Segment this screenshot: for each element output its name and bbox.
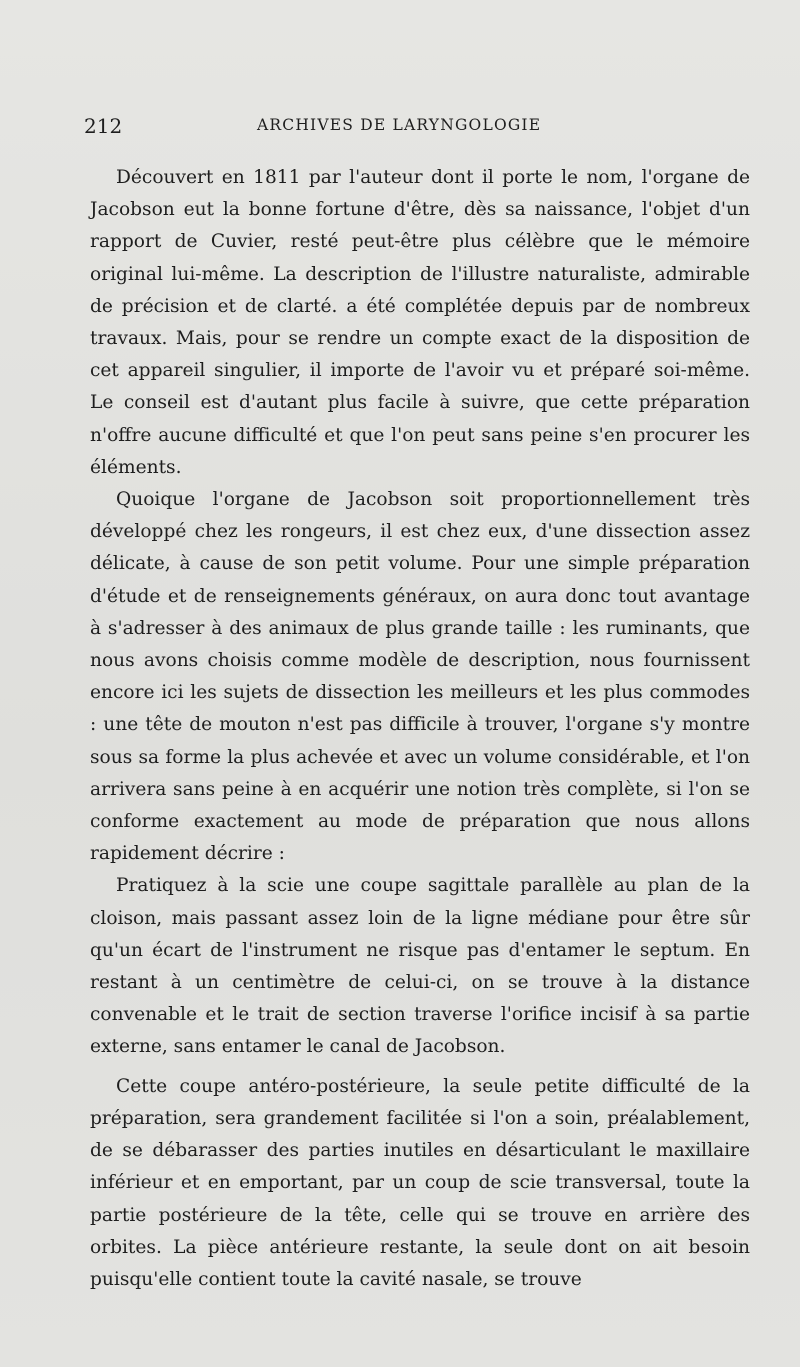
paragraph-1: Découvert en 1811 par l'auteur dont il porte le nom, l'organe de Jacobson eut la bonne fortune d'être, dès sa naissance, l'objet d'un rapport de Cuvier, resté peut-être plus célèbre que le mémoire original lui-même. La description de l'illustre naturaliste, admirable de précision et de clarté. a été complétée depuis par de nombreux travaux. Mais, pour se rendre un compte exact de la disposition de cet appareil singulier, il importe de l'avoir vu et préparé soi-même. Le conseil est d'autant plus facile à suivre, que cette préparation n'offre aucune difficulté et que l'on peut sans peine s'en procurer les éléments. [90, 167, 750, 478]
page-header [84, 114, 744, 140]
paragraph-2: Quoique l'organe de Jacobson soit proportionnellement très développé chez les rongeurs, il est chez eux, d'une dissection assez délicate, à cause de son petit volume. Pour une simple préparation d'étude et de renseignements généraux, on aura donc tout avantage à s'adresser à des animaux de plus grande taille : les ruminants, que nous avons choisis comme modèle de description, nous fournissent encore ici les sujets de dissection les meilleurs et les plus commodes : une tête de mouton n'est pas difficile à trouver, l'organe s'y montre sous sa forme la plus achevée et avec un volume considérable, et l'on arrivera sans peine à en acquérir une notion très complète, si l'on se conforme exactement au mode de préparation que nous allons rapidement décrire : [90, 489, 750, 865]
body-text [90, 162, 750, 1296]
paragraph-3: Pratiquez à la scie une coupe sagittale parallèle au plan de la cloison, mais passant assez loin de la ligne médiane pour être sûr qu'un écart de l'instrument ne risque pas d'entamer le septum. En restant à un centimètre de celui-ci, on se trouve à la distance convenable et le trait de section traverse l'orifice incisif à sa partie externe, sans entamer le canal de Jacobson. [90, 875, 750, 1058]
paragraph-4: Cette coupe antéro-postérieure, la seule petite difficulté de la préparation, sera grandement facilitée si l'on a soin, préalablement, de se débarasser des parties inutiles en désarticulant le maxillaire inférieur et en emportant, par un coup de scie transversal, toute la partie postérieure de la tête, celle qui se trouve en arrière des orbites. La pièce antérieure restante, la seule dont on ait besoin puisqu'elle contient toute la cavité nasale, se trouve [90, 1075, 750, 1290]
running-title: ARCHIVES DE LARYNGOLOGIE [257, 116, 542, 134]
page-number: 212 [84, 114, 123, 138]
